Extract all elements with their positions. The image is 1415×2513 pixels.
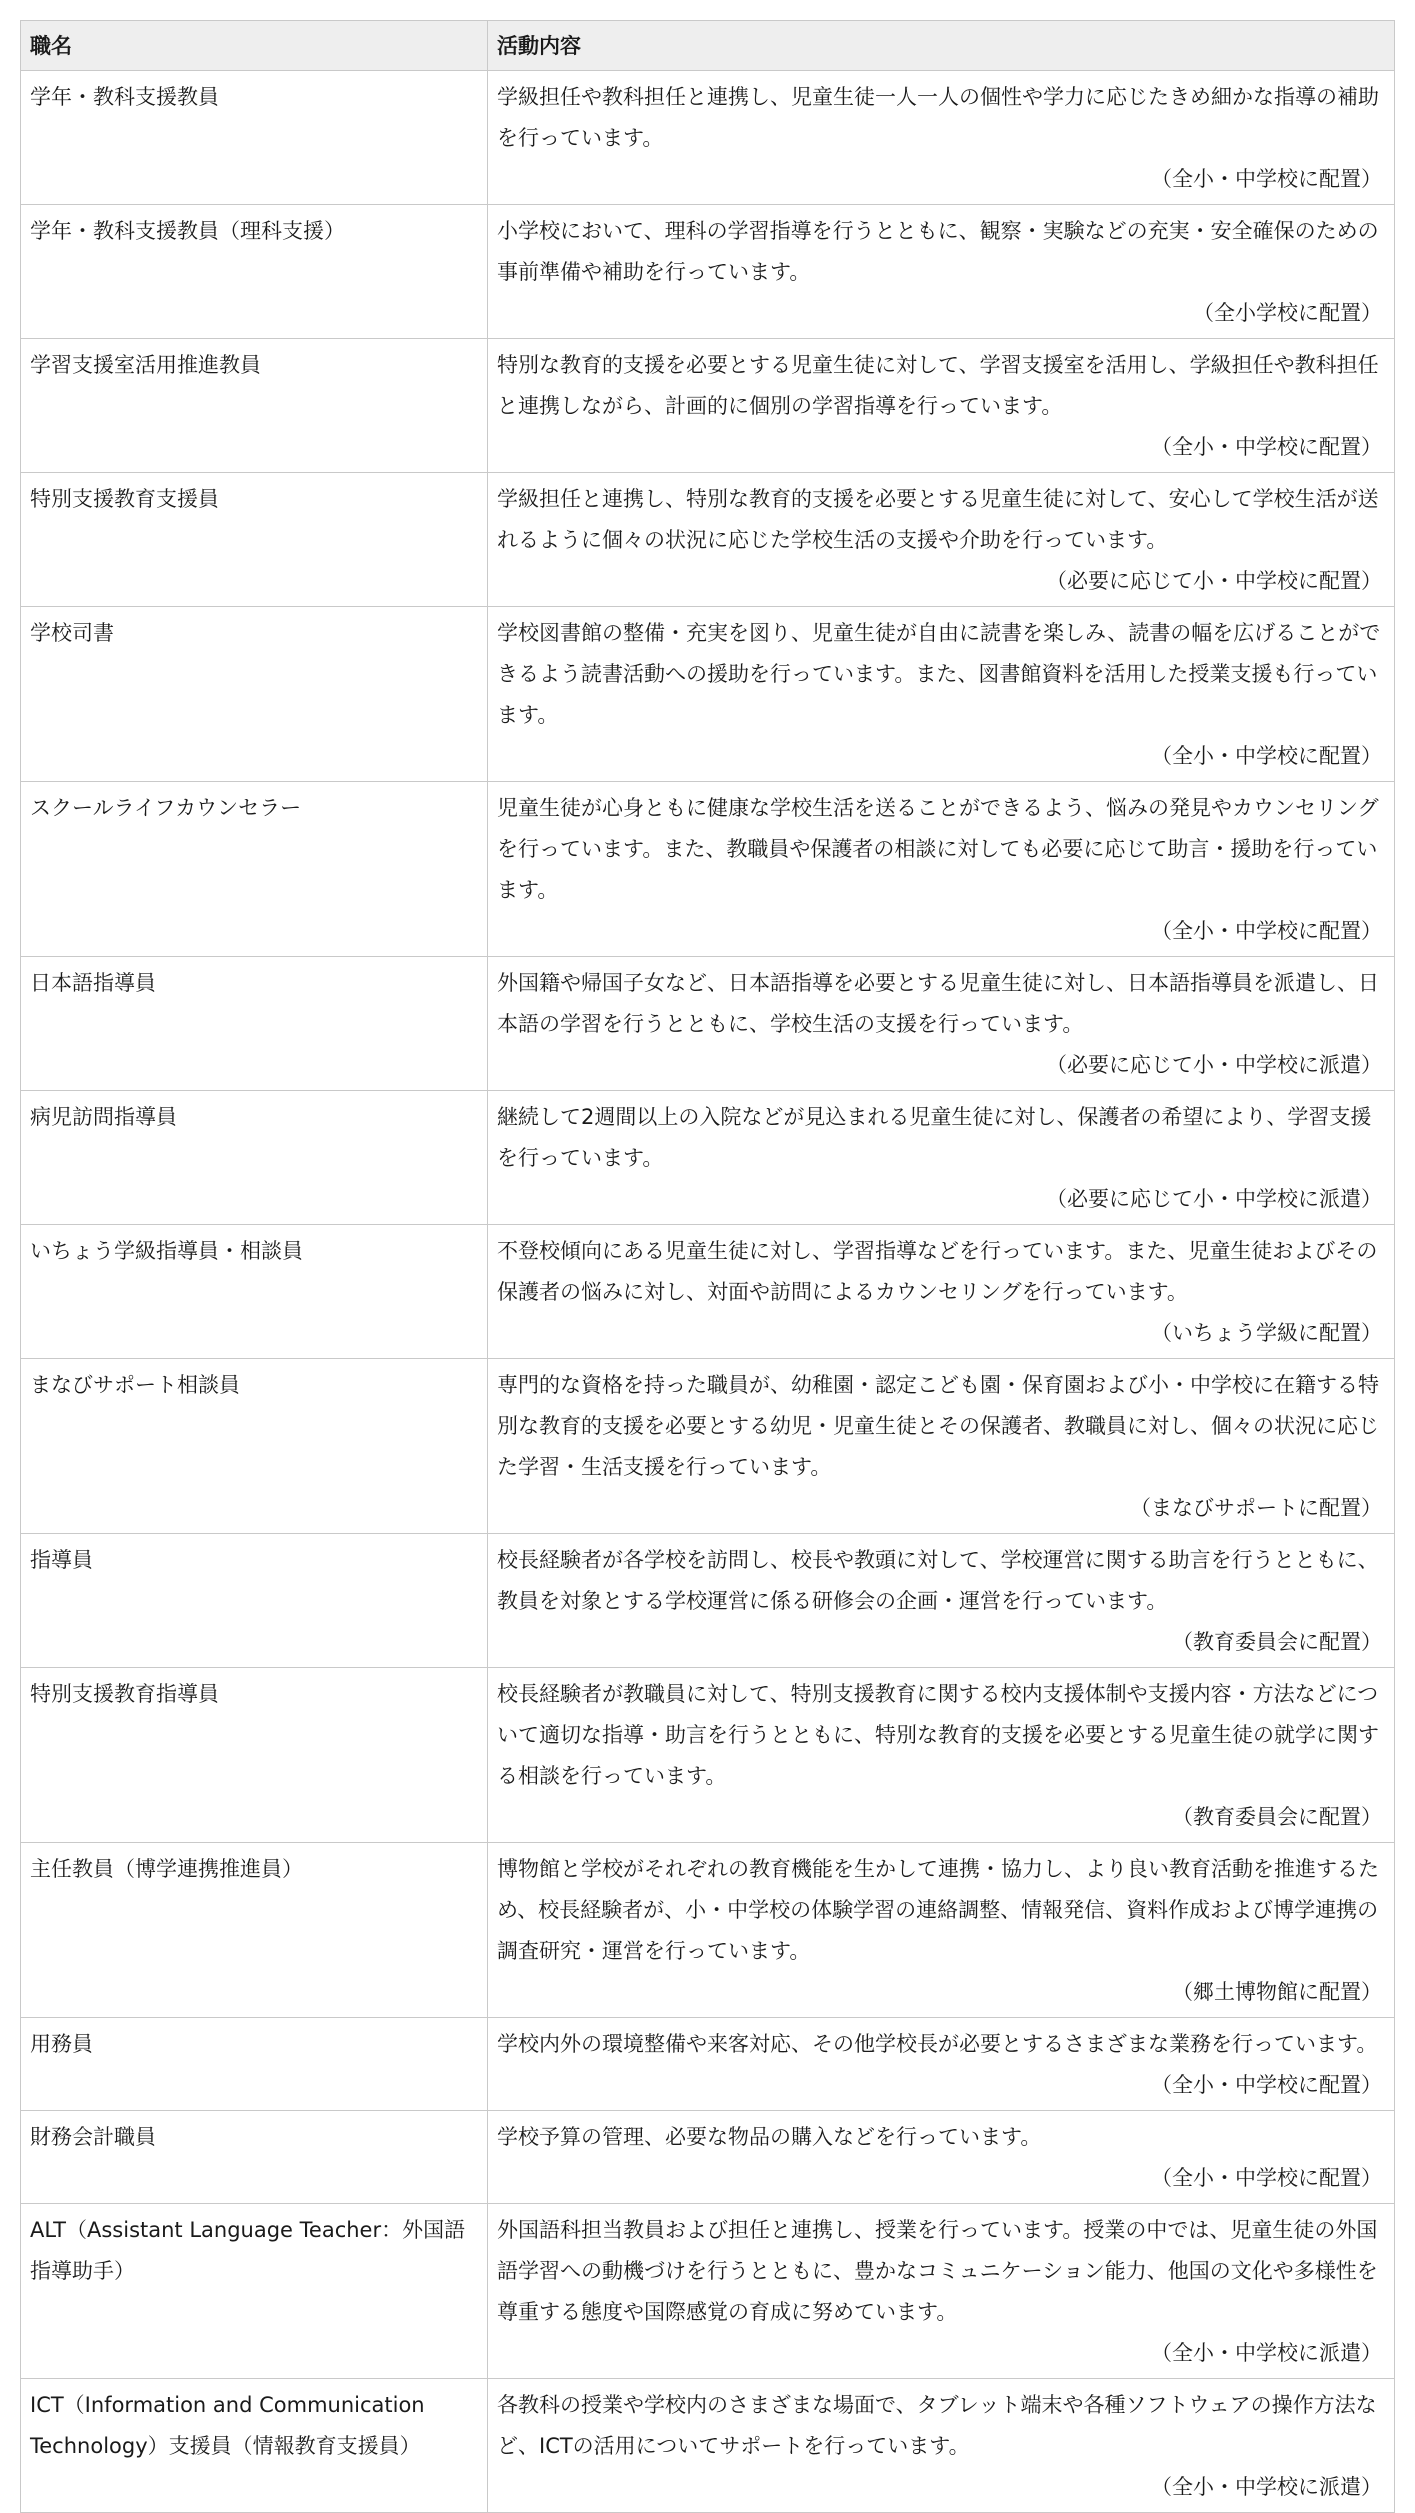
- row-title: 財務会計職員: [21, 2111, 488, 2204]
- table-row: [21, 782, 1395, 957]
- row-description: 小学校において、理科の学習指導を行うとともに、観察・実験などの充実・安全確保のための事前準備や補助を行っています。: [497, 219, 1379, 284]
- row-description: 特別な教育的支援を必要とする児童生徒に対して、学習支援室を活用し、学級担任や教科担任と連携しながら、計画的に個別の学習指導を行っています。: [497, 353, 1379, 418]
- row-description-cell: [488, 2204, 1395, 2379]
- row-note: （必要に応じて小・中学校に派遣）: [1046, 1187, 1382, 1211]
- row-note: （全小・中学校に配置）: [1151, 744, 1382, 768]
- row-description: 不登校傾向にある児童生徒に対し、学習指導などを行っています。また、児童生徒およびその保護者の悩みに対し、対面や訪問によるカウンセリングを行っています。: [497, 1239, 1378, 1304]
- row-description: 学級担任や教科担任と連携し、児童生徒一人一人の個性や学力に応じたきめ細かな指導の補助を行っています。: [497, 85, 1379, 150]
- table-row: [21, 2204, 1395, 2379]
- row-description: 学校予算の管理、必要な物品の購入などを行っています。: [497, 2125, 1042, 2149]
- row-note: （全小・中学校に派遣）: [1151, 2341, 1382, 2365]
- row-title: 指導員: [21, 1534, 488, 1668]
- row-description: 学校図書館の整備・充実を図り、児童生徒が自由に読書を楽しみ、読書の幅を広げることができるよう読書活動への援助を行っています。また、図書館資料を活用した授業支援も行っています。: [497, 621, 1381, 727]
- row-description-cell: [488, 1534, 1395, 1668]
- table-row: [21, 1534, 1395, 1668]
- table-row: [21, 2379, 1395, 2513]
- row-description-cell: [488, 1091, 1395, 1225]
- row-note: （全小・中学校に配置）: [1151, 2073, 1382, 2097]
- row-note: （必要に応じて小・中学校に配置）: [1046, 569, 1382, 593]
- row-description-cell: [488, 2018, 1395, 2111]
- row-description: 学校内外の環境整備や来客対応、その他学校長が必要とするさまざまな業務を行っています。: [497, 2032, 1378, 2056]
- table-row: [21, 1359, 1395, 1534]
- table-row: [21, 2111, 1395, 2204]
- row-description-cell: [488, 957, 1395, 1091]
- row-description-cell: [488, 782, 1395, 957]
- row-title: ALT（Assistant Language Teacher：外国語指導助手）: [21, 2204, 488, 2379]
- row-note: （郷土博物館に配置）: [1172, 1980, 1382, 2004]
- row-description: 各教科の授業や学校内のさまざまな場面で、タブレット端末や各種ソフトウェアの操作方法など、ICTの活用についてサポートを行っています。: [497, 2393, 1377, 2458]
- row-note: （いちょう学級に配置）: [1151, 1321, 1382, 1345]
- table-row: [21, 957, 1395, 1091]
- row-description-cell: [488, 473, 1395, 607]
- row-note: （全小・中学校に派遣）: [1151, 2475, 1382, 2499]
- row-title: 用務員: [21, 2018, 488, 2111]
- header-title: 職名: [21, 21, 488, 71]
- row-title: スクールライフカウンセラー: [21, 782, 488, 957]
- row-description-cell: [488, 205, 1395, 339]
- table-row: [21, 205, 1395, 339]
- row-description: 外国籍や帰国子女など、日本語指導を必要とする児童生徒に対し、日本語指導員を派遣し、日本語の学習を行うとともに、学校生活の支援を行っています。: [497, 971, 1379, 1036]
- table-row: [21, 473, 1395, 607]
- table-row: [21, 1091, 1395, 1225]
- row-description: 継続して2週間以上の入院などが見込まれる児童生徒に対し、保護者の希望により、学習支援を行っています。: [497, 1105, 1372, 1170]
- row-description-cell: [488, 339, 1395, 473]
- row-description-cell: [488, 607, 1395, 782]
- row-note: （全小・中学校に配置）: [1151, 919, 1382, 943]
- row-title: 学年・教科支援教員（理科支援）: [21, 205, 488, 339]
- row-title: 主任教員（博学連携推進員）: [21, 1843, 488, 2018]
- table-row: [21, 607, 1395, 782]
- row-title: 特別支援教育支援員: [21, 473, 488, 607]
- table-header-row: [21, 21, 1395, 71]
- row-title: ICT（Information and Communication Technology）支援員（情報教育支援員）: [21, 2379, 488, 2513]
- row-title: 特別支援教育指導員: [21, 1668, 488, 1843]
- header-activity: 活動内容: [488, 21, 1395, 71]
- row-title: 学校司書: [21, 607, 488, 782]
- row-description-cell: [488, 1843, 1395, 2018]
- row-note: （必要に応じて小・中学校に派遣）: [1046, 1053, 1382, 1077]
- row-description-cell: [488, 71, 1395, 205]
- row-note: （全小・中学校に配置）: [1151, 167, 1382, 191]
- row-description-cell: [488, 1668, 1395, 1843]
- row-note: （まなびサポートに配置）: [1130, 1496, 1382, 1520]
- row-description: 外国語科担当教員および担任と連携し、授業を行っています。授業の中では、児童生徒の外国語学習への動機づけを行うとともに、豊かなコミュニケーション能力、他国の文化や多様性を尊重する態度や国際感覚の育成に努めています。: [497, 2218, 1378, 2324]
- row-title: 日本語指導員: [21, 957, 488, 1091]
- table-row: [21, 1843, 1395, 2018]
- table-row: [21, 71, 1395, 205]
- row-description-cell: [488, 1225, 1395, 1359]
- row-description: 専門的な資格を持った職員が、幼稚園・認定こども園・保育園および小・中学校に在籍する特別な教育的支援を必要とする幼児・児童生徒とその保護者、教職員に対し、個々の状況に応じた学習・生活支援を行っています。: [497, 1373, 1379, 1479]
- row-description: 校長経験者が各学校を訪問し、校長や教頭に対して、学校運営に関する助言を行うとともに、教員を対象とする学校運営に係る研修会の企画・運営を行っています。: [497, 1548, 1379, 1613]
- row-note: （全小学校に配置）: [1193, 301, 1382, 325]
- table-row: [21, 1225, 1395, 1359]
- table-row: [21, 339, 1395, 473]
- row-note: （全小・中学校に配置）: [1151, 2166, 1382, 2190]
- row-title: まなびサポート相談員: [21, 1359, 488, 1534]
- row-description-cell: [488, 1359, 1395, 1534]
- row-title: 学年・教科支援教員: [21, 71, 488, 205]
- row-title: いちょう学級指導員・相談員: [21, 1225, 488, 1359]
- staff-table: [20, 20, 1395, 2513]
- row-description: 学級担任と連携し、特別な教育的支援を必要とする児童生徒に対して、安心して学校生活が送れるように個々の状況に応じた学校生活の支援や介助を行っています。: [497, 487, 1379, 552]
- table-row: [21, 2018, 1395, 2111]
- row-note: （教育委員会に配置）: [1172, 1630, 1382, 1654]
- row-description: 児童生徒が心身ともに健康な学校生活を送ることができるよう、悩みの発見やカウンセリングを行っています。また、教職員や保護者の相談に対しても必要に応じて助言・援助を行っています。: [497, 796, 1379, 902]
- staff-table-container: [20, 20, 1394, 2513]
- row-description: 博物館と学校がそれぞれの教育機能を生かして連携・協力し、より良い教育活動を推進するため、校長経験者が、小・中学校の体験学習の連絡調整、情報発信、資料作成および博学連携の調査研究・運営を行っています。: [497, 1857, 1379, 1963]
- row-title: 学習支援室活用推進教員: [21, 339, 488, 473]
- row-description-cell: [488, 2379, 1395, 2513]
- row-title: 病児訪問指導員: [21, 1091, 488, 1225]
- row-description: 校長経験者が教職員に対して、特別支援教育に関する校内支援体制や支援内容・方法などについて適切な指導・助言を行うとともに、特別な教育的支援を必要とする児童生徒の就学に関する相談を行っています。: [497, 1682, 1379, 1788]
- table-row: [21, 1668, 1395, 1843]
- row-description-cell: [488, 2111, 1395, 2204]
- row-note: （教育委員会に配置）: [1172, 1805, 1382, 1829]
- row-note: （全小・中学校に配置）: [1151, 435, 1382, 459]
